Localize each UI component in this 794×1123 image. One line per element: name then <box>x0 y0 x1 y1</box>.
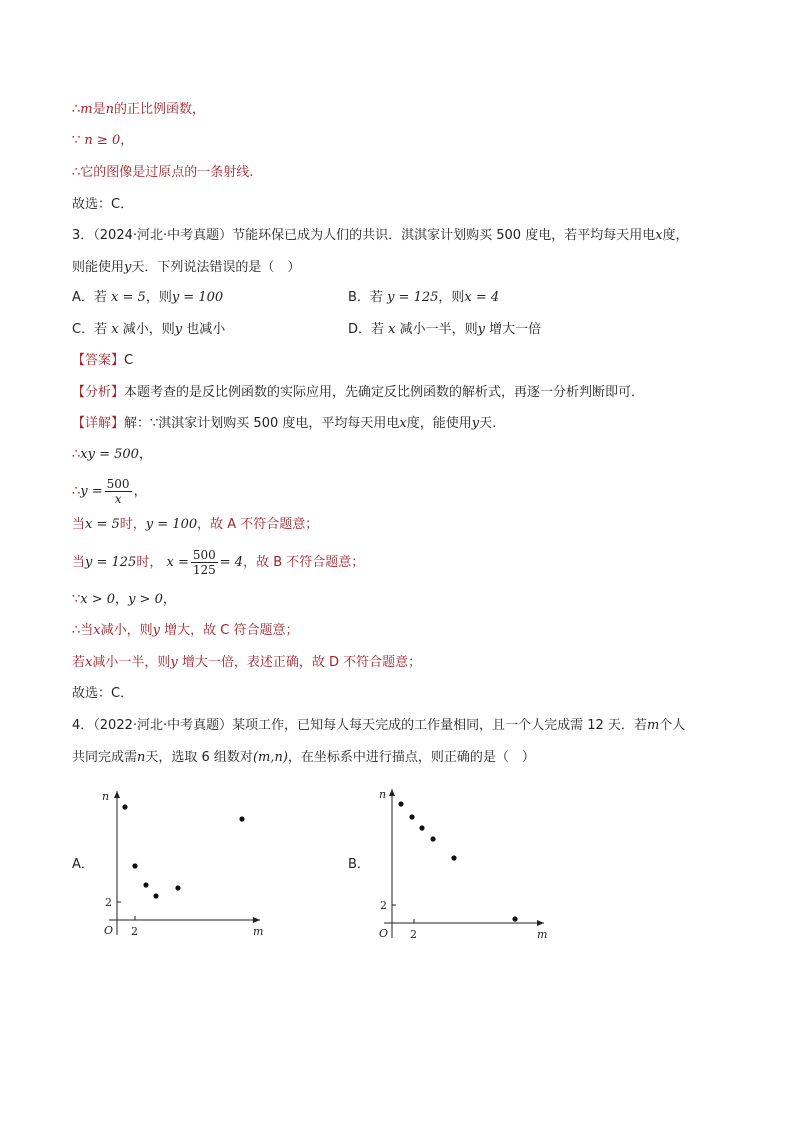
math: x = 4 <box>464 290 500 305</box>
math: x = <box>166 555 189 570</box>
math: x = 5 <box>85 517 120 532</box>
var-x: x <box>93 623 101 638</box>
because-symbol: ∵ <box>72 592 81 607</box>
text: 若 <box>72 655 86 670</box>
q3-step-case-c <box>72 622 298 640</box>
line-graph-ray: ∴它的图像是过原点的一条射线. <box>72 165 254 180</box>
text: 的正比例函数， <box>114 102 206 117</box>
q3-stem-line2 <box>72 259 300 277</box>
fraction-500-over-125 <box>191 548 218 577</box>
numerator: 500 <box>106 477 130 491</box>
math: = 4 <box>219 555 244 570</box>
math: x > 0 <box>80 592 116 607</box>
var-y: y <box>471 416 480 431</box>
fraction-500-over-x <box>105 477 132 506</box>
math-xy-500: xy = 500 <box>80 447 139 462</box>
line-choice-c: 故选：C． <box>72 197 134 212</box>
var-y: y <box>124 260 132 275</box>
denominator: 125 <box>192 563 216 577</box>
q3-detail <box>72 415 496 433</box>
x-axis-label: m <box>253 925 264 938</box>
text: 也减小 <box>186 322 226 337</box>
text: 减小，则 <box>100 623 153 638</box>
q3-option-a <box>72 289 223 307</box>
text: ，则 <box>438 290 465 305</box>
var: y <box>477 322 486 337</box>
y-tick-label: 2 <box>105 896 112 909</box>
q4-option-b-label: B． <box>348 857 370 872</box>
var: y <box>174 322 183 337</box>
q3-analysis <box>72 384 644 402</box>
therefore-symbol: ∴ <box>72 484 81 499</box>
origin-label: O <box>379 927 389 940</box>
point <box>122 804 127 809</box>
y-axis-label: n <box>379 788 387 801</box>
math: y = <box>80 484 103 499</box>
text: 是 <box>92 102 106 117</box>
point <box>419 825 424 830</box>
text: ∴当 <box>72 623 94 638</box>
origin-label: O <box>104 924 114 937</box>
text: 天，选取 6 组数对 <box>145 750 253 765</box>
math: x = 5 <box>111 290 146 305</box>
text: 个人 <box>659 718 686 733</box>
var-m: m <box>80 102 93 117</box>
therefore-symbol: ∴ <box>72 102 81 117</box>
point <box>398 801 403 806</box>
text: ，则 <box>145 290 172 305</box>
q3-choice: 故选：C． <box>72 686 134 701</box>
text: 增大一倍，表述正确，故 D 不符合题意； <box>181 655 422 670</box>
text: 减小，则 <box>122 322 175 337</box>
text: 增大一倍 <box>489 322 542 337</box>
text: ， <box>138 447 152 462</box>
q3-answer <box>72 352 133 370</box>
text: 度，能使用 <box>406 416 472 431</box>
x-tick-label: 2 <box>410 928 417 941</box>
var-x: x <box>85 655 93 670</box>
math: y > 0 <box>128 592 163 607</box>
text: B．若 <box>348 290 383 305</box>
math-n-ge-0: n ≥ 0 <box>84 133 121 148</box>
q3-step-positive <box>72 591 176 609</box>
point <box>430 836 435 841</box>
math: y = 125 <box>387 290 439 305</box>
point <box>451 855 456 860</box>
var-y: y <box>152 623 160 638</box>
var: x <box>388 322 396 337</box>
q4-graph-b <box>372 783 552 943</box>
q3-step-case-b <box>72 546 364 580</box>
text: ，故 A 不符合题意； <box>197 517 319 532</box>
point <box>143 882 148 887</box>
text: A．若 <box>72 290 107 305</box>
x-axis-label: m <box>537 928 548 941</box>
point <box>512 916 517 921</box>
text: 则能使用 <box>72 260 125 275</box>
point <box>153 893 158 898</box>
text: 减小一半，则 <box>92 655 171 670</box>
point <box>175 885 180 890</box>
analysis-text: 本题考查的是反比例函数的实际应用，先确定反比例函数的解析式，再逐一分析判断即可． <box>124 385 645 400</box>
q3-step-y-fraction <box>72 476 147 508</box>
text: 解：∵淇淇家计划购买 500 度电，平均每天用电 <box>124 416 400 431</box>
because-symbol: ∵ <box>72 133 81 148</box>
var-m: m <box>646 718 660 733</box>
text: 4．（2022·河北·中考真题）某项工作，已知每人每天完成的工作量相同，且一个人完成需 12 天．若 <box>72 718 647 733</box>
text: 3．（2024·河北·中考真题）节能环保已成为人们的共识．淇淇家计划购买 500 度电，若平均每天用电 <box>72 228 656 243</box>
text: 天. <box>479 416 497 431</box>
y-tick-label: 2 <box>380 899 387 912</box>
text: ， <box>133 484 147 499</box>
text: ，在坐标系中进行描点，则正确的是（ ） <box>287 750 535 765</box>
text: ， <box>120 133 134 148</box>
text: 天．下列说法错误的是（ ） <box>131 260 301 275</box>
text: 减小一半，则 <box>399 322 478 337</box>
q3-option-d <box>348 321 541 339</box>
q4-graph-a <box>95 785 270 943</box>
q3-stem-line1 <box>72 227 689 245</box>
text: ， <box>115 592 129 607</box>
point <box>409 814 414 819</box>
text: 当 <box>72 517 86 532</box>
line-n-nonnegative <box>72 132 133 150</box>
q3-option-c <box>72 321 225 339</box>
line-m-proportional-n <box>72 101 205 119</box>
q4-stem-line1 <box>72 717 685 735</box>
text: 时， <box>136 555 163 570</box>
var-x: x <box>655 228 663 243</box>
var-n: n <box>105 102 114 117</box>
point <box>132 863 137 868</box>
q4-stem-line2 <box>72 749 535 767</box>
var: x <box>111 322 119 337</box>
text: 时， <box>119 517 146 532</box>
math: y = 125 <box>85 555 137 570</box>
text: D．若 <box>348 322 385 337</box>
text: 当 <box>72 555 86 570</box>
math: y = 100 <box>171 290 224 305</box>
x-tick-label: 2 <box>131 925 138 938</box>
text: C．若 <box>72 322 108 337</box>
point <box>239 816 244 821</box>
denominator: x <box>114 492 122 506</box>
q3-step-case-d <box>72 654 421 672</box>
q3-step-case-a <box>72 516 318 534</box>
pair-m-n: (m,n) <box>252 750 288 765</box>
detail-tag: 【详解】 <box>72 416 125 431</box>
q4-option-a-label: A． <box>72 857 94 872</box>
therefore-symbol: ∴ <box>72 447 81 462</box>
answer-tag: 【答案】 <box>72 353 125 368</box>
text: 共同完成需 <box>72 750 138 765</box>
answer-value: C <box>124 353 134 368</box>
analysis-tag: 【分析】 <box>72 385 125 400</box>
var-y: y <box>170 655 178 670</box>
text: ，故 B 不符合题意； <box>243 555 365 570</box>
var-x: x <box>399 416 407 431</box>
y-axis-label: n <box>102 790 110 803</box>
text: 增大，故 C 符合题意； <box>164 623 299 638</box>
var-n: n <box>137 750 146 765</box>
numerator: 500 <box>192 548 216 562</box>
q3-option-b <box>348 289 499 307</box>
text: ， <box>162 592 176 607</box>
text: 度， <box>662 228 689 243</box>
math: y = 100 <box>145 517 198 532</box>
q3-step-xy500 <box>72 446 152 464</box>
